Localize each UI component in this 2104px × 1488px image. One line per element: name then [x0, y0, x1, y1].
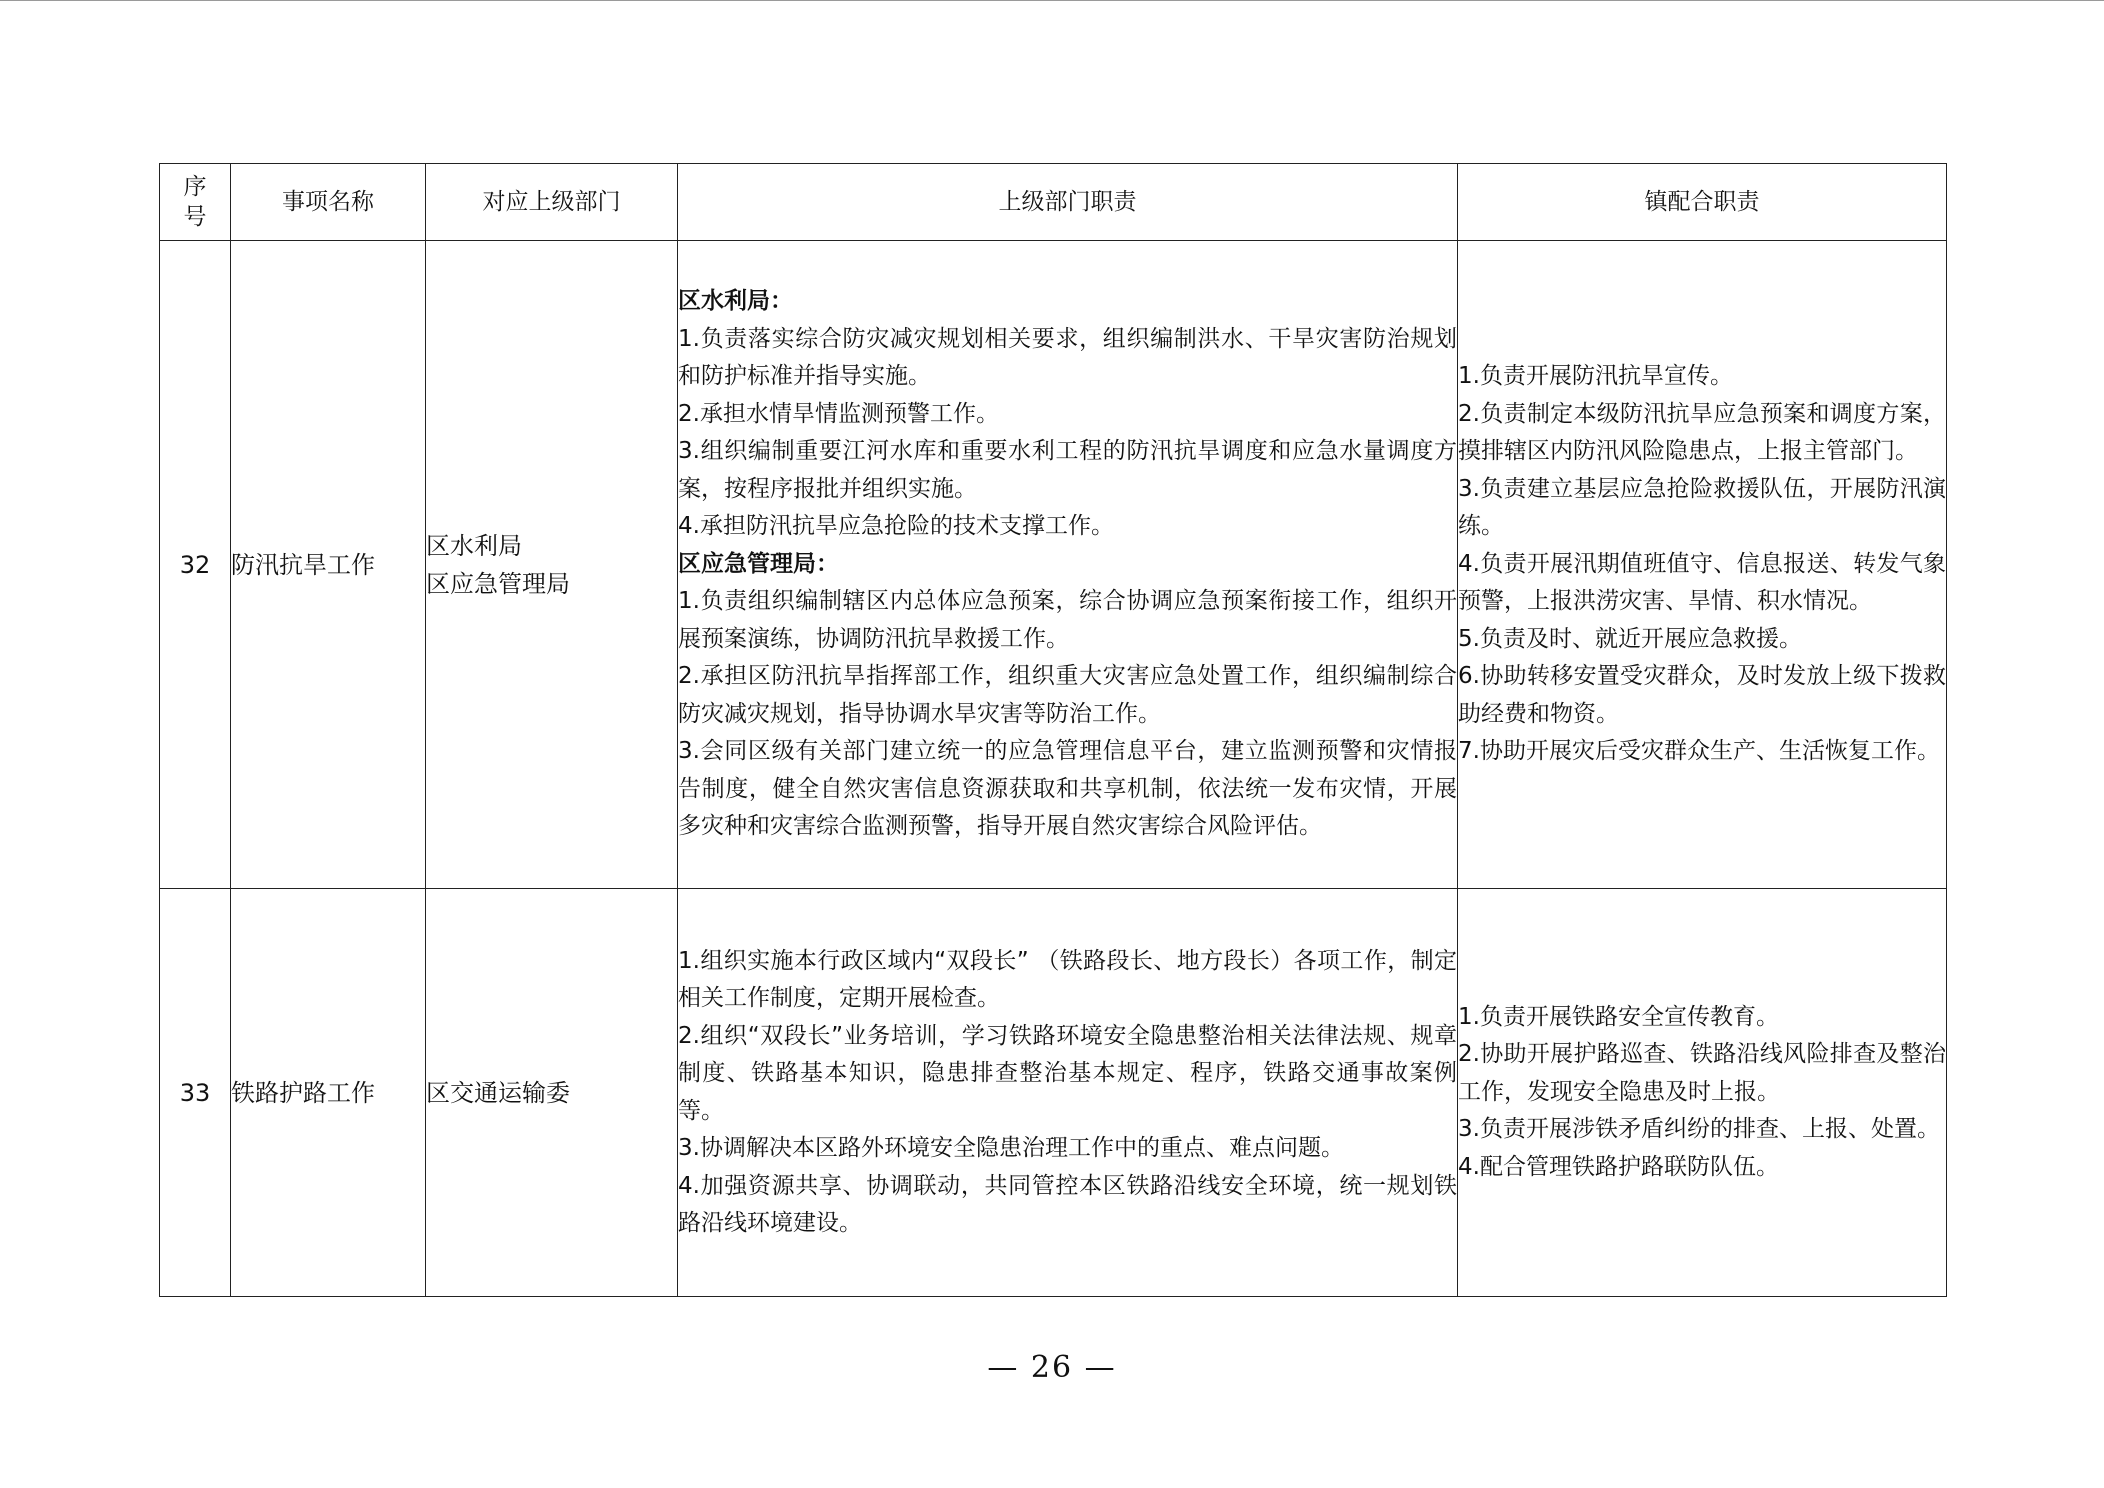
header-upper-duties: 上级部门职责 — [678, 164, 1458, 241]
header-name: 事项名称 — [231, 164, 426, 241]
upper-duties-cell — [678, 889, 1458, 1297]
duty-item: 2.承担水情旱情监测预警工作。 — [678, 400, 999, 427]
duty-item: 3.会同区级有关部门建立统一的应急管理信息平台，建立监测预警和灾情报告制度，健全自然灾害信息资源获取和共享机制，依法统一发布灾情，开展多灾种和灾害综合监测预警，指导开展自然灾害综合风险评估。 — [678, 738, 1457, 840]
town-duties-cell — [1458, 889, 1947, 1297]
duty-item: 4.承担防汛抗旱应急抢险的技术支撑工作。 — [678, 513, 1114, 540]
table-header-row — [160, 164, 1947, 241]
dept-name: 区水利局 — [426, 531, 522, 560]
town-duties-cell — [1458, 241, 1947, 889]
duty-item: 1.组织实施本行政区域内“双段长” （铁路段长、地方段长）各项工作，制定相关工作制度，定期开展检查。 — [678, 947, 1457, 1011]
duty-item: 3.负责开展涉铁矛盾纠纷的排查、上报、处置。 — [1458, 1116, 1940, 1143]
duty-item: 7.协助开展灾后受灾群众生产、生活恢复工作。 — [1458, 738, 1940, 765]
duty-item: 3.负责建立基层应急抢险救援队伍，开展防汛演练。 — [1458, 475, 1946, 540]
duty-item: 1.负责落实综合防灾减灾规划相关要求，组织编制洪水、干旱灾害防治规划和防护标准并指导实施。 — [678, 325, 1457, 390]
dept-subheading: 区应急管理局： — [678, 550, 839, 577]
header-num-label: 序号 — [183, 174, 207, 230]
duty-item: 4.负责开展汛期值班值守、信息报送、转发气象预警，上报洪涝灾害、旱情、积水情况。 — [1458, 550, 1946, 615]
table-row — [160, 241, 1947, 889]
duty-item: 4.加强资源共享、协调联动，共同管控本区铁路沿线安全环境，统一规划铁路沿线环境建设。 — [678, 1172, 1457, 1236]
dept-name: 区应急管理局 — [426, 569, 570, 598]
dept-subheading: 区水利局： — [678, 288, 793, 315]
row-number: 33 — [160, 889, 231, 1297]
duty-item: 1.负责开展铁路安全宣传教育。 — [1458, 1003, 1779, 1030]
duty-table — [159, 163, 1947, 1297]
duty-item: 3.组织编制重要江河水库和重要水利工程的防汛抗旱调度和应急水量调度方案，按程序报批并组织实施。 — [678, 438, 1457, 502]
item-name: 铁路护路工作 — [231, 889, 426, 1297]
duty-item: 3.协调解决本区路外环境安全隐患治理工作中的重点、难点问题。 — [678, 1135, 1344, 1161]
row-number: 32 — [160, 241, 231, 889]
duty-item: 1.负责开展防汛抗旱宣传。 — [1458, 363, 1733, 390]
page-number: — 26 — — [987, 1350, 1117, 1385]
table-row — [160, 889, 1947, 1297]
duty-item: 2.承担区防汛抗旱指挥部工作，组织重大灾害应急处置工作，组织编制综合防灾减灾规划，指导协调水旱灾害等防治工作。 — [678, 663, 1457, 727]
duty-item: 1.负责组织编制辖区内总体应急预案，综合协调应急预案衔接工作，组织开展预案演练，协调防汛抗旱救援工作。 — [678, 588, 1457, 652]
header-num — [160, 164, 231, 241]
duty-item: 6.协助转移安置受灾群众，及时发放上级下拨救助经费和物资。 — [1458, 663, 1946, 727]
dept-name: 区交通运输委 — [426, 1078, 570, 1107]
header-town-duties: 镇配合职责 — [1458, 164, 1947, 241]
item-name: 防汛抗旱工作 — [231, 241, 426, 889]
duty-item: 2.组织“双段长”业务培训，学习铁路环境安全隐患整治相关法律法规、规章制度、铁路基本知识，隐患排查整治基本规定、程序，铁路交通事故案例等。 — [678, 1022, 1457, 1124]
duty-item: 4.配合管理铁路护路联防队伍。 — [1458, 1153, 1779, 1180]
upper-duties-cell — [678, 241, 1458, 889]
page-top-border — [0, 0, 2104, 1]
dept-cell — [426, 889, 678, 1297]
dept-cell — [426, 241, 678, 889]
header-dept: 对应上级部门 — [426, 164, 678, 241]
duty-item: 2.负责制定本级防汛抗旱应急预案和调度方案，摸排辖区内防汛风险隐患点，上报主管部门。 — [1458, 400, 1946, 465]
duty-item: 2.协助开展护路巡查、铁路沿线风险排查及整治工作，发现安全隐患及时上报。 — [1458, 1041, 1946, 1105]
duty-item: 5.负责及时、就近开展应急救援。 — [1458, 625, 1802, 652]
